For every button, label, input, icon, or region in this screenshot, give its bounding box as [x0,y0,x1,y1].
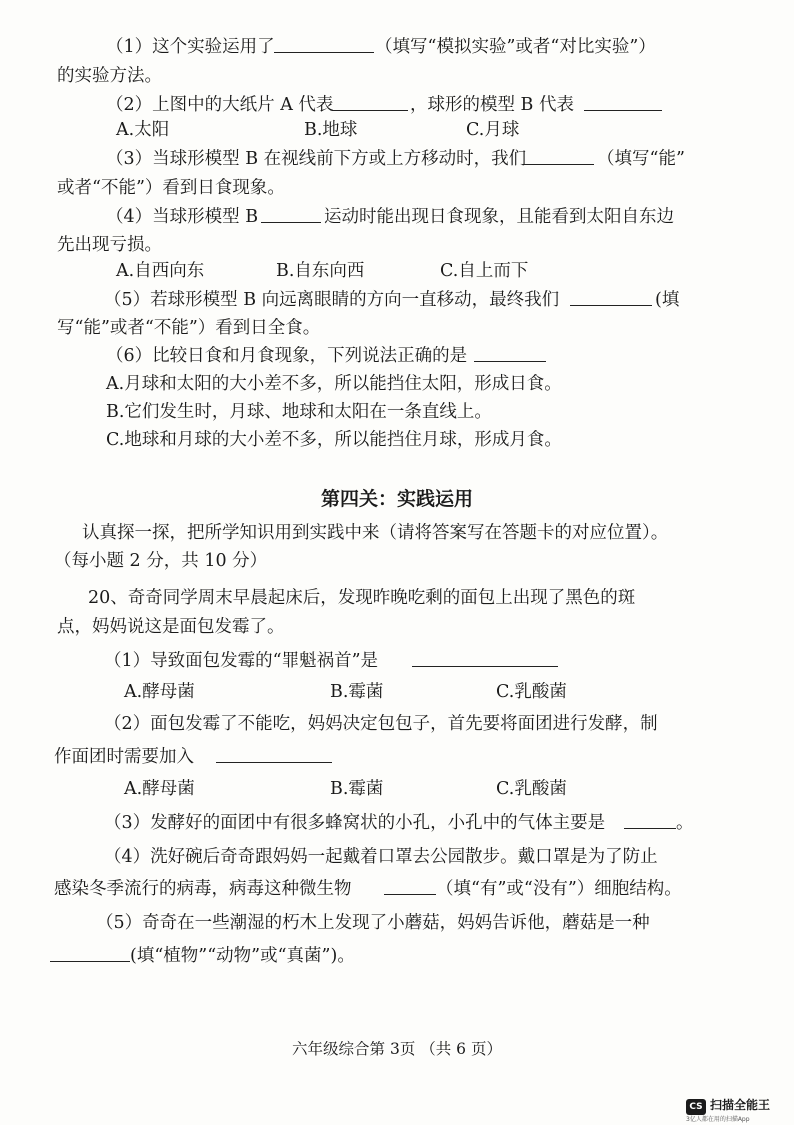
q20-3-blank[interactable] [624,810,676,829]
option-b: B.地球 [304,120,358,140]
q20-1-blank[interactable] [412,648,558,667]
section-title: 第四关：实践运用 [320,488,473,510]
page-footer: 六年级综合第 3页 （共 6 页） [292,1040,502,1058]
camscanner-name: 扫描全能王 [710,1098,771,1112]
q19-2-blank-a[interactable] [332,92,408,111]
option-c: C.自上而下 [440,261,529,281]
option-a: A.酵母菌 [124,779,195,799]
option-c: C.乳酸菌 [496,779,567,799]
q20-4-blank[interactable] [384,876,436,895]
option-a: A.太阳 [116,120,170,140]
q19-6-blank[interactable] [474,343,546,362]
option-c: C.月球 [466,120,520,140]
option-a: A.酵母菌 [124,682,195,702]
q19-1-blank[interactable] [274,34,374,53]
camscanner-logo-icon: CS [686,1099,706,1115]
q20-2-blank[interactable] [216,744,332,763]
option-a: A.自西向东 [116,261,205,281]
q19-2-blank-b[interactable] [584,92,662,111]
q19-4-blank[interactable] [261,204,321,223]
q19-5-blank[interactable] [570,287,652,306]
q19-3-blank[interactable] [524,146,594,165]
camscanner-tagline: 3亿人都在用的扫描App [686,1116,750,1123]
option-c: C.乳酸菌 [496,682,567,702]
option-b: B.霉菌 [330,779,384,799]
q20-5-blank[interactable] [50,943,130,962]
option-b: B.自东向西 [276,261,365,281]
option-b: B.霉菌 [330,682,384,702]
